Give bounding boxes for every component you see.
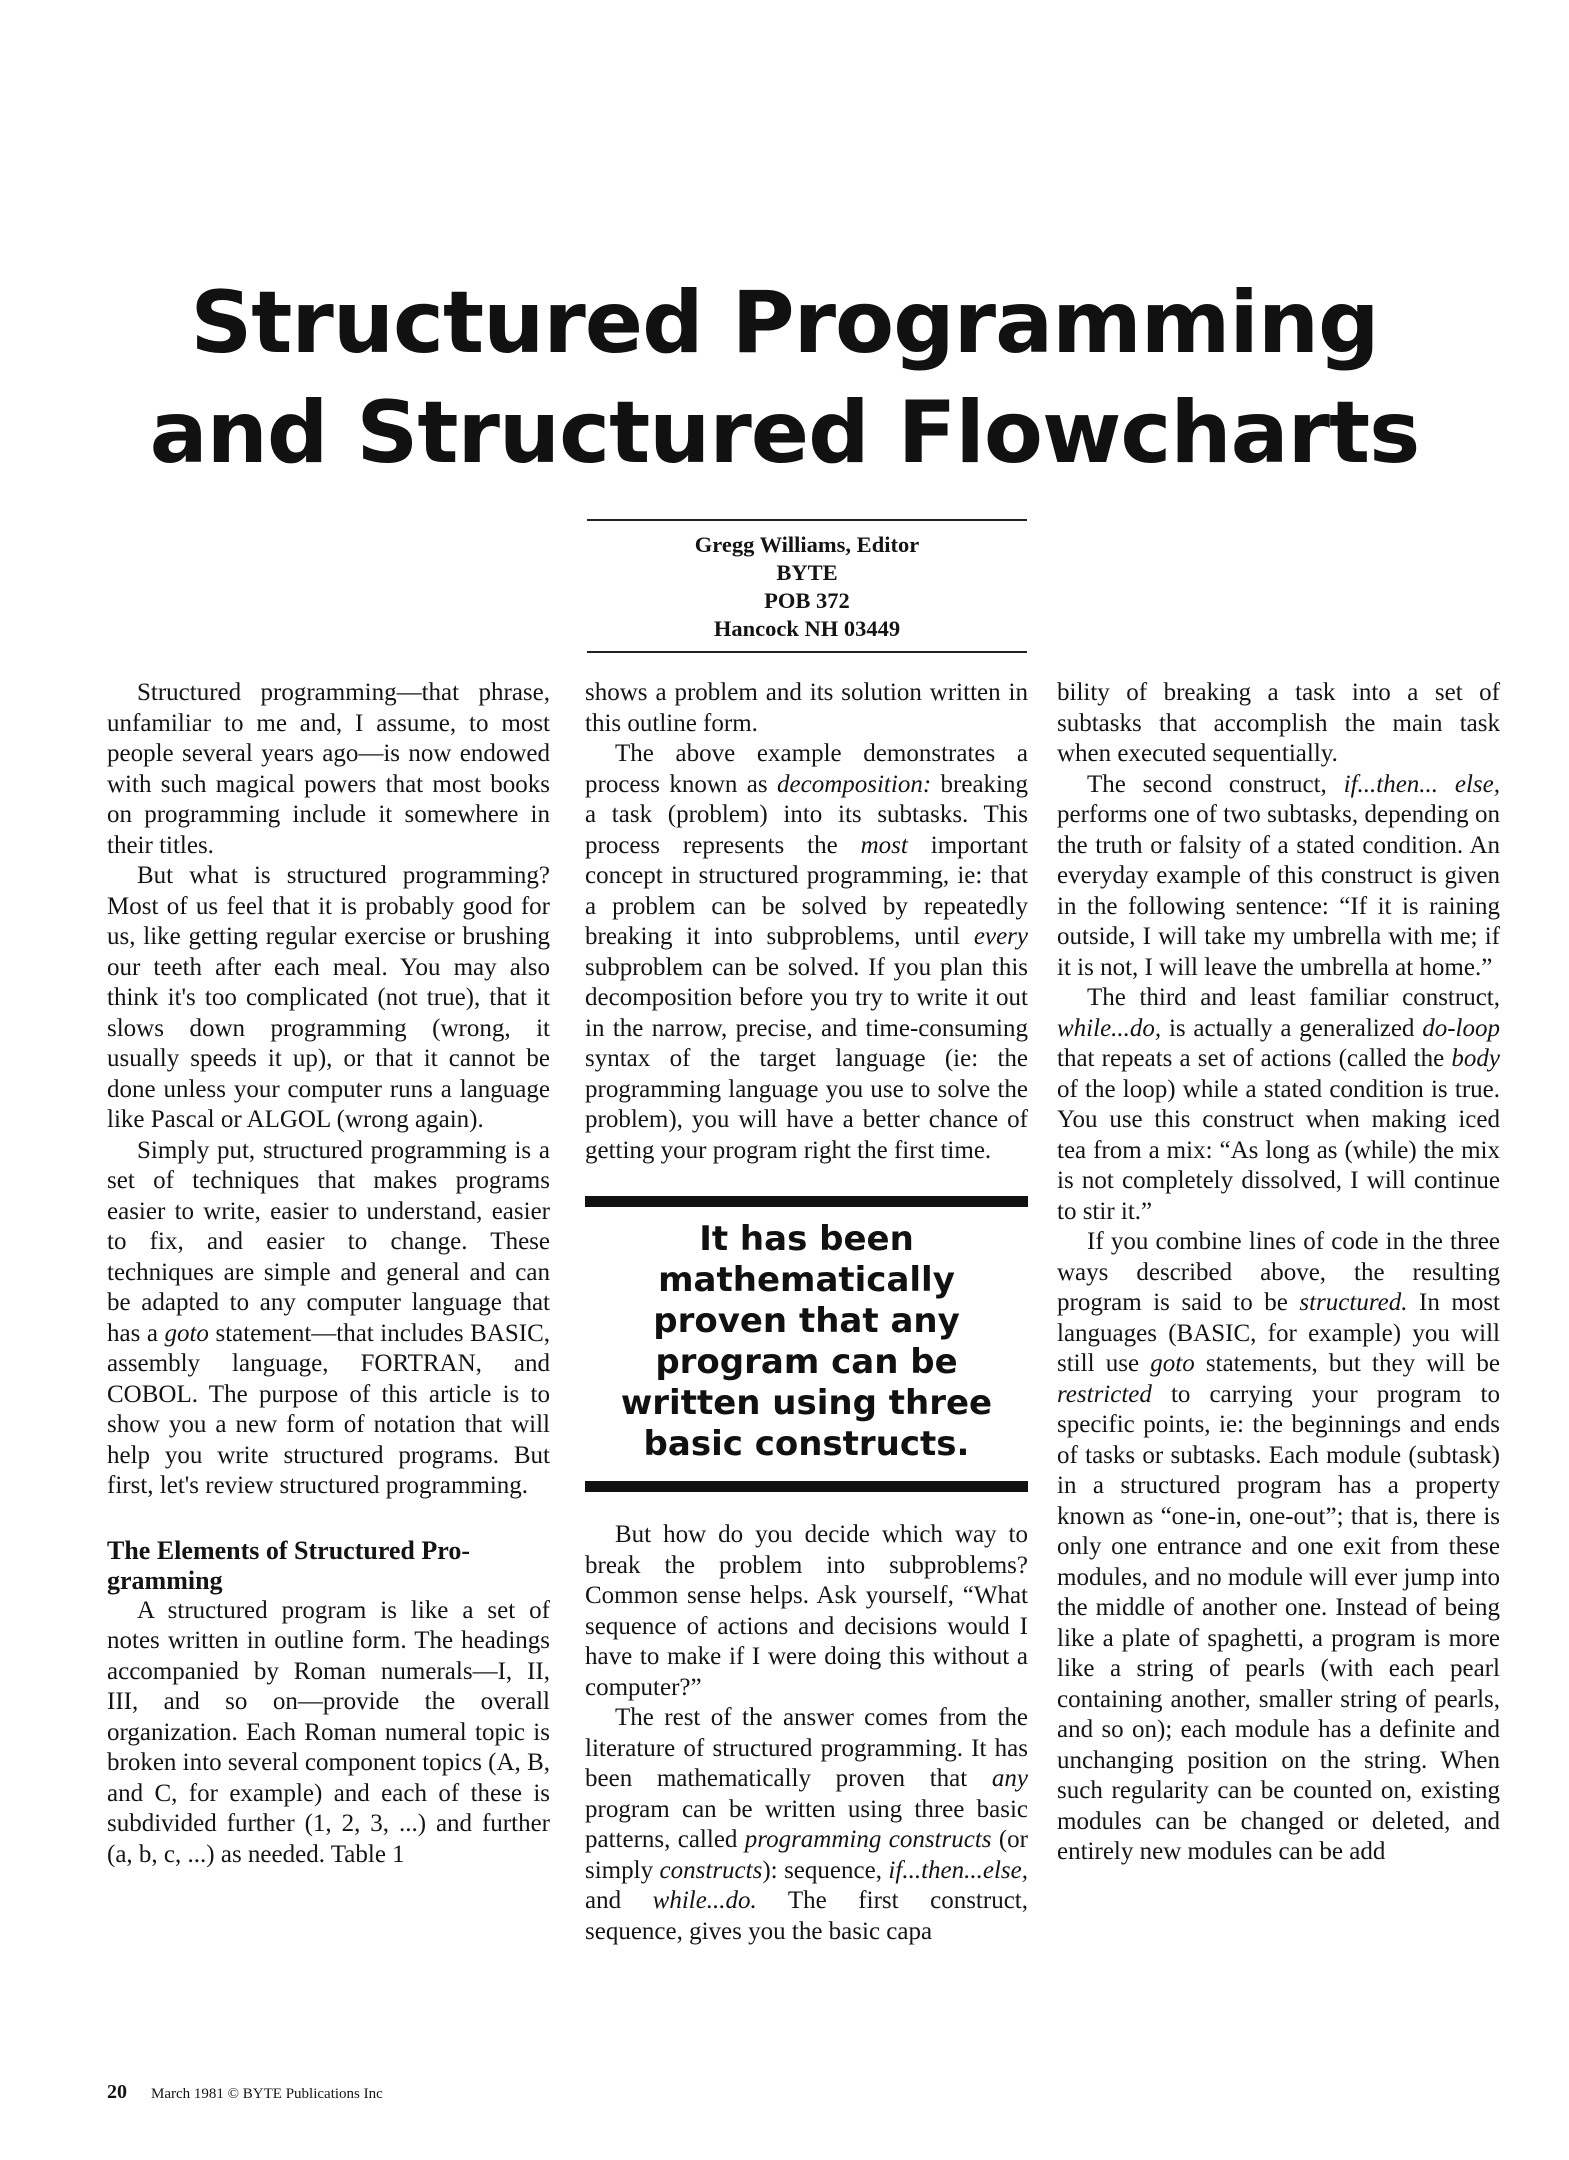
paragraph: shows a problem and its solution written in this outline form.: [585, 679, 1028, 737]
author-byline: [587, 519, 1027, 653]
paragraph: [1057, 770, 1500, 984]
text-run: ): sequence,: [762, 1856, 889, 1884]
text-run: The second construct,: [1087, 770, 1344, 798]
paragraph: [1057, 983, 1500, 1227]
emphasis-text: while...do,: [1057, 1014, 1162, 1042]
text-run: is actually a generalized: [1161, 1014, 1423, 1042]
page-number: 20: [107, 2081, 127, 2103]
paragraph: [585, 1703, 1028, 1947]
author-org: BYTE: [776, 560, 838, 585]
column-1: [107, 678, 550, 1870]
page-footer: [107, 2082, 383, 2104]
author-box: POB 372: [764, 588, 850, 613]
emphasis-text: while...do.: [652, 1887, 757, 1914]
paragraph: But how do you decide which way to break the problem into subproblems? Common sense helps. Ask yourself, “What sequence of actions and decisions would I have to make if I were doing this without a computer?”: [585, 1521, 1028, 1701]
emphasis-text: do-loop: [1422, 1014, 1500, 1042]
text-run: statement—that includes BASIC, assembly language, FORTRAN, and COBOL. The purpose of this article is to show you a new form of notation that will help you write structured programs. But first, let's review structured programming.: [107, 1319, 551, 1499]
author-name: Gregg Williams, Editor: [694, 532, 920, 557]
paragraph: But what is structured programming? Most of us feel that it is probably good for us, like getting regular exercise or brushing our teeth after each meal. You may also think it's too complicated (not true), that it slows down programming (wrong, it usually speeds it up), or that it cannot be done unless your computer runs a language like Pascal or ALGOL (wrong again).: [107, 862, 550, 1133]
emphasis-text: most: [860, 831, 908, 859]
text-run: The third and least familiar construct,: [1087, 984, 1500, 1011]
article-title: [0, 268, 1569, 488]
emphasis-text: every: [973, 923, 1028, 950]
text-run: The rest of the answer comes from the literature of structured programming. It has been mathematically proven that: [585, 1704, 1028, 1792]
emphasis-text: if...then... else,: [1343, 770, 1500, 798]
emphasis-text: constructs: [659, 1856, 763, 1884]
column-3: [1057, 678, 1500, 1868]
text-run: (or simply: [585, 1826, 1029, 1884]
emphasis-text: goto: [1150, 1350, 1195, 1377]
title-line-1: Structured Programming: [190, 273, 1379, 373]
emphasis-text: goto: [164, 1319, 209, 1347]
emphasis-text: if...then...else,: [888, 1856, 1028, 1884]
text-run: and: [585, 1887, 653, 1914]
paragraph: bility of breaking a task into a set of subtasks that accomplish the main task when executed sequentially.: [1057, 679, 1500, 767]
paragraph: [585, 739, 1028, 1166]
emphasis-text: programming constructs: [744, 1826, 992, 1853]
text-run: performs one of two subtasks, depending on the truth or falsity of a stated condition. An everyday example of this construct is given in the following sentence: “If it is raining outside, I will take my umbrella with me; if it is not, I will leave the umbrella at home.”: [1057, 801, 1500, 981]
text-run: The first construct, sequence, gives you the basic capa: [585, 1887, 1028, 1945]
title-line-2: and Structured Flowcharts: [149, 383, 1420, 483]
text-run: breaking a task (problem) into its subtasks. This process represents the: [585, 770, 1029, 859]
text-run: In most languages (BASIC, for example) you will still use: [1057, 1289, 1500, 1377]
emphasis-text: restricted: [1057, 1380, 1152, 1408]
footer-credit: March 1981 © BYTE Publications Inc: [151, 2086, 383, 2102]
text-run: to carrying your program to specific points, ie: the beginnings and ends of tasks or subtasks. Each module (subtask) in a structured program has a property known as “one-in, one-out”; that is, there is only one entrance and one exit from these modules, and no module will ever jump into the middle of another one. Instead of being like a plate of spaghetti, a program is more like a string of pearls (with each pearl containing another, smaller string of pearls, and so on); each module has a definite and unchanging position on the string. When such regularity can be counted on, existing modules can be changed or deleted, and entirely new modules can be add: [1057, 1380, 1500, 1865]
text-run: of the loop) while a stated condition is true. You use this construct when making iced tea from a mix: “As long as (while) the mix is not completely dissolved, I will continue to stir it.”: [1057, 1075, 1500, 1225]
author-city: Hancock NH 03449: [713, 616, 901, 641]
section-heading: The Elements of Structured Programming: [107, 1535, 471, 1595]
paragraph: [107, 1136, 550, 1502]
emphasis-text: structured.: [1299, 1289, 1408, 1316]
paragraph: [1057, 1227, 1500, 1868]
column-2: [585, 678, 1028, 1947]
text-run: that repeats a set of actions (called the: [1057, 1045, 1452, 1072]
emphasis-text: decomposition:: [777, 770, 932, 798]
text-run: Simply put, structured programming is a set of techniques that makes programs easier to write, easier to understand, easier to fix, and easier to change. These techniques are simple and general and can be adapted to any computer language that has a: [107, 1136, 550, 1347]
text-run: important concept in structured programming, ie: that a problem can be solved by repeatedly breaking it into subproblems, until: [585, 831, 1028, 950]
text-run: program can be written using three basic patterns, called: [585, 1795, 1028, 1853]
emphasis-text: any: [991, 1765, 1028, 1792]
text-run: subproblem can be solved. If you plan this decomposition before you try to write it out in the narrow, precise, and time-consuming syntax of the target language (ie: the programming language you use to solve the problem), you will have a better chance of getting your program right the first time.: [585, 953, 1028, 1164]
text-run: statements, but they will be: [1194, 1350, 1500, 1377]
text-run: If you combine lines of code in the three ways described above, the resulting program is said to be: [1057, 1228, 1500, 1316]
paragraph: A structured program is like a set of notes written in outline form. The headings accompanied by Roman numerals—I, II, III, and so on—provide the overall organization. Each Roman numeral topic is broken into several component topics (A, B, and C, for example) and each of these is subdivided further (1, 2, 3, ...) and further (a, b, c, ...) as needed. Table 1: [107, 1596, 550, 1868]
paragraph: Structured programming—that phrase, unfamiliar to me and, I assume, to most people several years ago—is now endowed with such magical powers that most books on programming include it somewhere in their titles.: [107, 679, 550, 859]
emphasis-text: body: [1451, 1045, 1500, 1072]
text-run: The above example demonstrates a process known as: [585, 740, 1028, 798]
pull-quote: It has been mathematically proven that any program can be written using three basic constructs.: [585, 1196, 1028, 1492]
